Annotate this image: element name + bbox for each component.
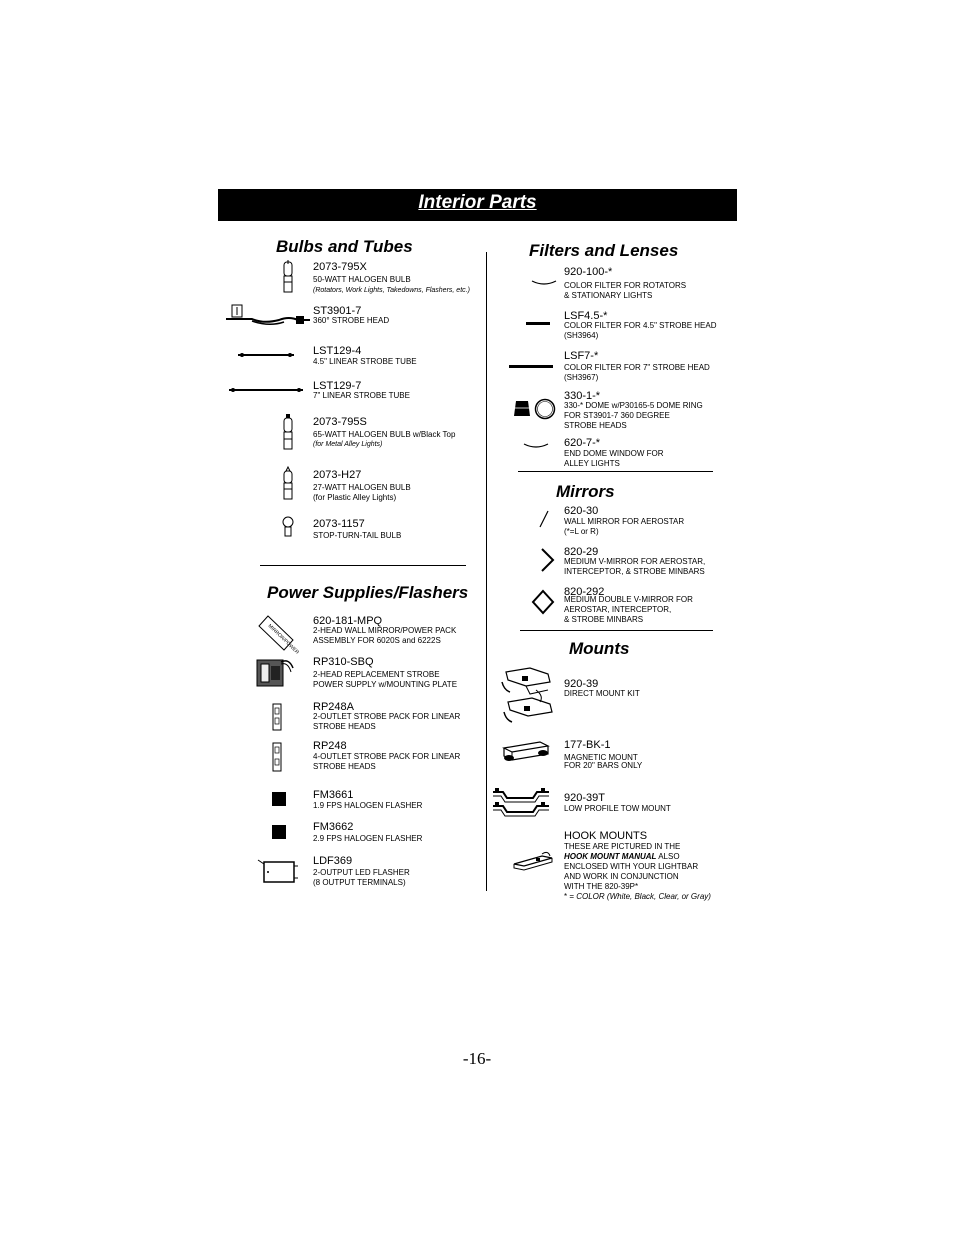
part-description: 2-OUTLET STROBE PACK FOR LINEAR [313,712,461,721]
part-number: ST3901-7 [313,305,362,317]
power-heading: Power Supplies/Flashers [267,583,469,602]
mirror-power-pack-icon [256,612,300,656]
part-description: (SH3967) [564,373,599,382]
part-description: 27-WATT HALOGEN BULB [313,483,411,492]
part-description [564,852,680,862]
strobe-filter-icon [509,365,553,368]
direct-mount-kit-icon [496,664,560,726]
part-number: FM3662 [313,821,354,833]
magnetic-mount-icon [500,740,552,766]
part-description: 4.5" LINEAR STROBE TUBE [313,357,417,366]
strobe-pack-icon [270,741,284,773]
part-description: LOW PROFILE TOW MOUNT [564,804,671,813]
color-filter-icon [531,279,557,287]
linear-strobe-tube-icon [229,385,303,395]
dome-ring-icon [512,396,556,422]
footnote-text: COLOR (White, Black, Clear, or Gray) [576,892,711,901]
part-number: 920-39T [564,792,605,804]
part-description: STROBE HEADS [313,722,376,731]
section-divider [518,471,713,472]
page-title: Interior Parts [418,192,537,213]
bulbs-heading: Bulbs and Tubes [276,237,413,256]
strobe-power-supply-icon [255,654,297,688]
part-description: MEDIUM V-MIRROR FOR AEROSTAR, [564,557,706,566]
part-description: FOR 20" BARS ONLY [564,761,643,770]
flasher-icon [272,792,286,806]
part-description: POWER SUPPLY w/MOUNTING PLATE [313,680,458,689]
part-description: AND WORK IN CONJUNCTION [564,872,679,881]
part-description: AEROSTAR, INTERCEPTOR, [564,605,672,614]
tow-mount-icon [489,786,553,820]
part-description: INTERCEPTOR, & STROBE MINBARS [564,567,705,576]
part-number: 620-7-* [564,437,601,449]
halogen-bulb-icon [281,258,295,296]
part-description: (*=L or R) [564,527,599,536]
part-description: 2.9 FPS HALOGEN FLASHER [313,834,423,843]
hook-mount-icon [512,850,556,874]
part-description: DIRECT MOUNT KIT [564,689,640,698]
part-description: 65-WATT HALOGEN BULB w/Black Top [313,430,456,439]
column-divider [486,252,487,891]
part-number: 620-30 [564,505,599,517]
filters-heading: Filters and Lenses [529,241,679,260]
part-description: END DOME WINDOW FOR [564,449,664,458]
part-description: & STATIONARY LIGHTS [564,291,653,300]
end-dome-window-icon [523,442,549,450]
part-number: HOOK MOUNTS [564,830,648,842]
part-description: COLOR FILTER FOR ROTATORS [564,281,687,290]
part-description: 7" LINEAR STROBE TUBE [313,391,410,400]
part-number: 920-100-* [564,266,613,278]
icon-label: MIRROR/POWER [266,623,300,656]
v-mirror-icon [540,547,556,573]
flasher-icon [272,825,286,839]
part-number: 330-1-* [564,390,601,402]
part-description: MEDIUM DOUBLE V-MIRROR FOR [564,595,693,604]
part-description: 1.9 FPS HALOGEN FLASHER [313,801,423,810]
part-description: WITH THE 820-39P* [564,882,639,891]
part-description: ASSEMBLY FOR 6020S and 6222S [313,636,441,645]
part-number: LSF4.5-* [564,310,608,322]
part-description: (8 OUTPUT TERMINALS) [313,878,406,887]
part-description: & STROBE MINBARS [564,615,644,624]
part-description: (SH3964) [564,331,599,340]
part-number: 2073-795S [313,416,367,428]
manual-text: ALSO [656,852,680,861]
color-footnote [564,892,711,902]
page-number: -16- [462,1049,492,1068]
halogen-bulb-icon [281,466,295,502]
part-description: FOR ST3901-7 360 DEGREE [564,411,670,420]
part-description: STROBE HEADS [564,421,627,430]
part-number: LSF7-* [564,350,599,362]
led-flasher-icon [256,856,300,886]
part-number: LST129-7 [313,380,362,392]
part-description: ALLEY LIGHTS [564,459,620,468]
part-description: COLOR FILTER FOR 4.5" STROBE HEAD [564,321,717,330]
part-number: 2073-1157 [313,518,365,530]
part-note: (for Metal Alley Lights) [313,441,383,448]
part-number: 920-39 [564,678,599,690]
part-description: ENCLOSED WITH YOUR LIGHTBAR [564,862,699,871]
part-number: 620-181-MPQ [313,615,383,627]
part-number: 2073-H27 [313,469,362,481]
part-description: COLOR FILTER FOR 7" STROBE HEAD [564,363,710,372]
part-number: FM3661 [313,789,354,801]
part-description: 50-WATT HALOGEN BULB [313,275,411,284]
part-description: THESE ARE PICTURED IN THE [564,842,681,851]
strobe-filter-icon [526,322,550,325]
part-number: RP248 [313,740,347,752]
part-description: 330-* DOME w/P30165-5 DOME RING [564,401,703,410]
part-number: 177-BK-1 [564,739,611,751]
part-note: (Rotators, Work Lights, Takedowns, Flashers, etc.) [313,287,470,294]
part-number: LDF369 [313,855,353,867]
title-banner [218,189,737,221]
footnote-prefix: * = [564,892,577,901]
section-divider [520,630,713,631]
section-divider [260,565,466,566]
part-number: 820-29 [564,546,599,558]
part-description: 2-OUTPUT LED FLASHER [313,868,410,877]
part-number: LST129-4 [313,345,362,357]
part-description: 2-HEAD WALL MIRROR/POWER PACK [313,626,457,635]
part-description: 4-OUTLET STROBE PACK FOR LINEAR [313,752,461,761]
mirrors-heading: Mirrors [556,482,615,501]
stop-turn-tail-bulb-icon [281,515,295,539]
part-description: WALL MIRROR FOR AEROSTAR [564,517,685,526]
part-description: STROBE HEADS [313,762,376,771]
halogen-bulb-black-top-icon [281,413,295,453]
wall-mirror-icon [538,510,550,528]
part-number: 820-292 [564,586,605,598]
part-number: RP310-SBQ [313,656,374,668]
strobe-head-icon [224,302,312,328]
mounts-heading: Mounts [569,639,630,658]
part-description: 360° STROBE HEAD [313,316,390,325]
part-description: 2-HEAD REPLACEMENT STROBE [313,670,440,679]
part-description: STOP-TURN-TAIL BULB [313,531,402,540]
part-number: 2073-795X [313,261,367,273]
part-description: (for Plastic Alley Lights) [313,493,397,502]
manual-name: HOOK MOUNT MANUAL [564,852,657,861]
part-number: RP248A [313,701,354,713]
part-description: MAGNETIC MOUNT [564,753,638,762]
linear-strobe-tube-icon [238,350,294,360]
strobe-pack-icon [270,702,284,732]
double-v-mirror-icon [531,589,555,615]
